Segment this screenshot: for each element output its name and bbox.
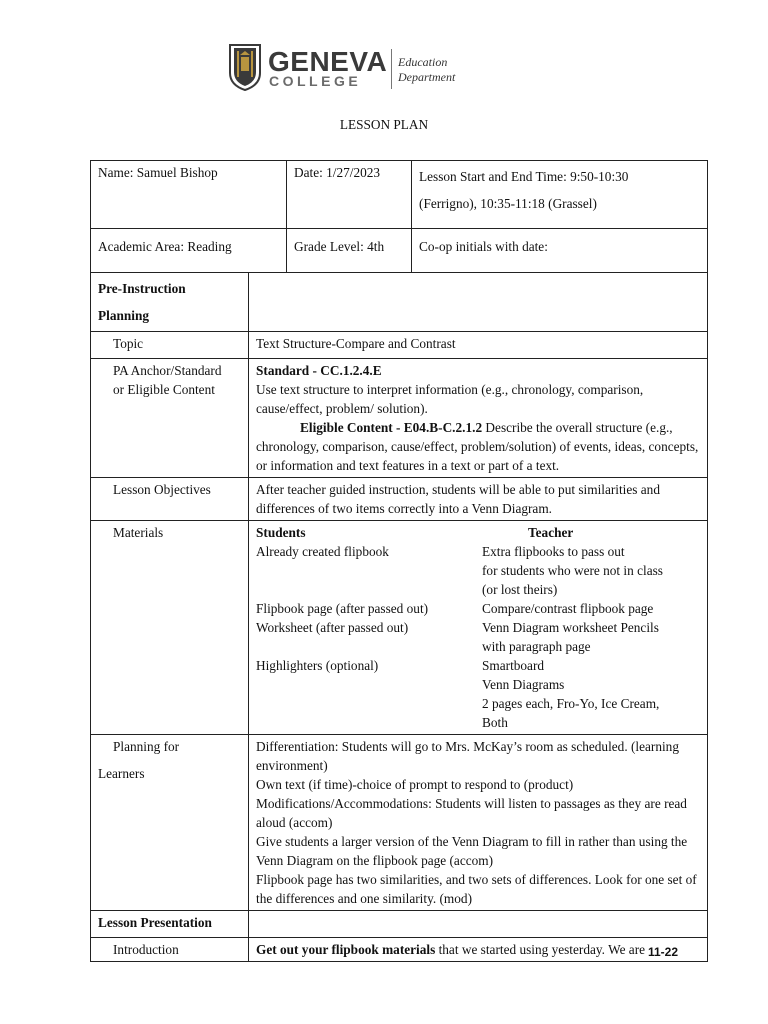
pre-instruction-line-1: Pre-Instruction (98, 281, 186, 296)
student-material: Worksheet (after passed out) (256, 620, 409, 635)
teacher-material-line: Venn Diagram worksheet Pencils (482, 620, 659, 635)
introduction-bold: Get out your flipbook materials (256, 942, 436, 957)
eligible-content (256, 418, 701, 475)
geneva-college-logo (228, 43, 478, 95)
teacher-material (482, 656, 701, 732)
planning-item: Own text (if time)-choice of prompt to respond to (product) (256, 777, 574, 792)
introduction-content (249, 938, 708, 962)
teacher-material (482, 542, 701, 599)
materials-item (256, 618, 701, 656)
grade-level-cell: Grade Level: 4th (287, 229, 412, 273)
teacher-material (482, 618, 701, 656)
standard-text: Use text structure to interpret information (e.g., chronology, comparison, cause/effect, problem/ solution). (256, 382, 644, 416)
teacher-material: Compare/contrast flipbook page (482, 601, 654, 616)
materials-item (256, 542, 701, 599)
topic-value: Text Structure-Compare and Contrast (249, 332, 708, 359)
materials-headers (256, 523, 701, 542)
academic-area-cell: Academic Area: Reading (91, 229, 287, 273)
planning-row (91, 735, 708, 911)
introduction-row (91, 938, 708, 962)
materials-item (256, 599, 701, 618)
name-cell: Name: Samuel Bishop (91, 161, 287, 229)
pre-instruction-line-2: Planning (98, 308, 149, 323)
student-material: Flipbook page (after passed out) (256, 601, 429, 616)
objectives-label: Lesson Objectives (91, 478, 249, 521)
eligible-content-text: Describe the overall structure (e.g., chronology, comparison, cause/effect, problem/solution) of events, ideas, concepts, or information and text features in a text or part of a text. (256, 420, 699, 473)
introduction-label: Introduction (91, 938, 249, 962)
coop-initials-cell: Co-op initials with date: (412, 229, 708, 273)
standard-content (249, 359, 708, 478)
planning-item: Give students a larger version of the Venn Diagram to fill in rather than using the Venn Diagram on the flipbook page (accom) (256, 834, 688, 868)
standard-label (91, 359, 249, 478)
teacher-material-line: Both (482, 715, 508, 730)
planning-label-line-1: Planning for (113, 739, 180, 754)
planning-content (249, 735, 708, 911)
page-number: 11-22 (647, 945, 678, 959)
teacher-material-line: 2 pages each, Fro-Yo, Ice Cream, (482, 696, 660, 711)
info-row-2 (91, 229, 708, 273)
pre-instruction-content (249, 273, 708, 332)
student-material: Already created flipbook (256, 544, 389, 559)
pre-instruction-label (91, 273, 249, 332)
time-line-1: Lesson Start and End Time: 9:50-10:30 (419, 169, 629, 184)
planning-item: Modifications/Accommodations: Students will listen to passages as they are read aloud (accom) (256, 796, 687, 830)
department-line-2: Department (398, 70, 456, 84)
planning-item: Differentiation: Students will go to Mrs. McKay’s room as scheduled. (learning environment) (256, 739, 679, 773)
planning-label-line-2: Learners (98, 766, 145, 781)
presentation-label: Lesson Presentation (91, 911, 249, 938)
planning-item: Flipbook page has two similarities, and two sets of differences. Look for one set of the differences and one similarity. (mod) (256, 872, 697, 906)
planning-label (91, 735, 249, 911)
students-heading: Students (256, 525, 306, 540)
pre-instruction-row (91, 273, 708, 332)
standard-heading: Standard - CC.1.2.4.E (256, 363, 382, 378)
time-cell (412, 161, 708, 229)
time-line-2: (Ferrigno), 10:35-11:18 (Grassel) (419, 196, 597, 211)
teacher-material-line: Venn Diagrams (482, 677, 565, 692)
student-material: Highlighters (optional) (256, 658, 379, 673)
lesson-plan-table (90, 160, 708, 962)
geneva-crest-icon (228, 43, 262, 91)
standard-row (91, 359, 708, 478)
teacher-material-line: Smartboard (482, 658, 545, 673)
standard-label-line-1: PA Anchor/Standard (113, 363, 222, 378)
date-cell: Date: 1/27/2023 (287, 161, 412, 229)
info-row-1 (91, 161, 708, 229)
materials-item (256, 656, 701, 732)
materials-label: Materials (91, 521, 249, 735)
document-title: LESSON PLAN (339, 117, 429, 132)
logo-divider (391, 49, 392, 89)
department-line-1: Education (398, 55, 448, 69)
logo-name: GENEVA (268, 46, 388, 77)
materials-content (249, 521, 708, 735)
topic-label: Topic (91, 332, 249, 359)
objectives-row (91, 478, 708, 521)
teacher-material-line: with paragraph page (482, 639, 591, 654)
presentation-content (249, 911, 708, 938)
teacher-material-line: (or lost theirs) (482, 582, 558, 597)
teacher-heading: Teacher (528, 525, 574, 540)
eligible-content-label: Eligible Content - E04.B-C.2.1.2 (300, 420, 483, 435)
department-name (398, 55, 455, 85)
objectives-text: After teacher guided instruction, students will be able to put similarities and differences of two items correctly into a Venn Diagram. (249, 478, 708, 521)
materials-row (91, 521, 708, 735)
topic-row (91, 332, 708, 359)
teacher-material-line: for students who were not in class (482, 563, 663, 578)
presentation-row (91, 911, 708, 938)
logo-subtitle: COLLEGE (269, 73, 362, 89)
introduction-text: that we started using yesterday. We are (435, 942, 646, 957)
standard-label-line-2: or Eligible Content (113, 382, 215, 397)
teacher-material-line: Extra flipbooks to pass out (482, 544, 625, 559)
